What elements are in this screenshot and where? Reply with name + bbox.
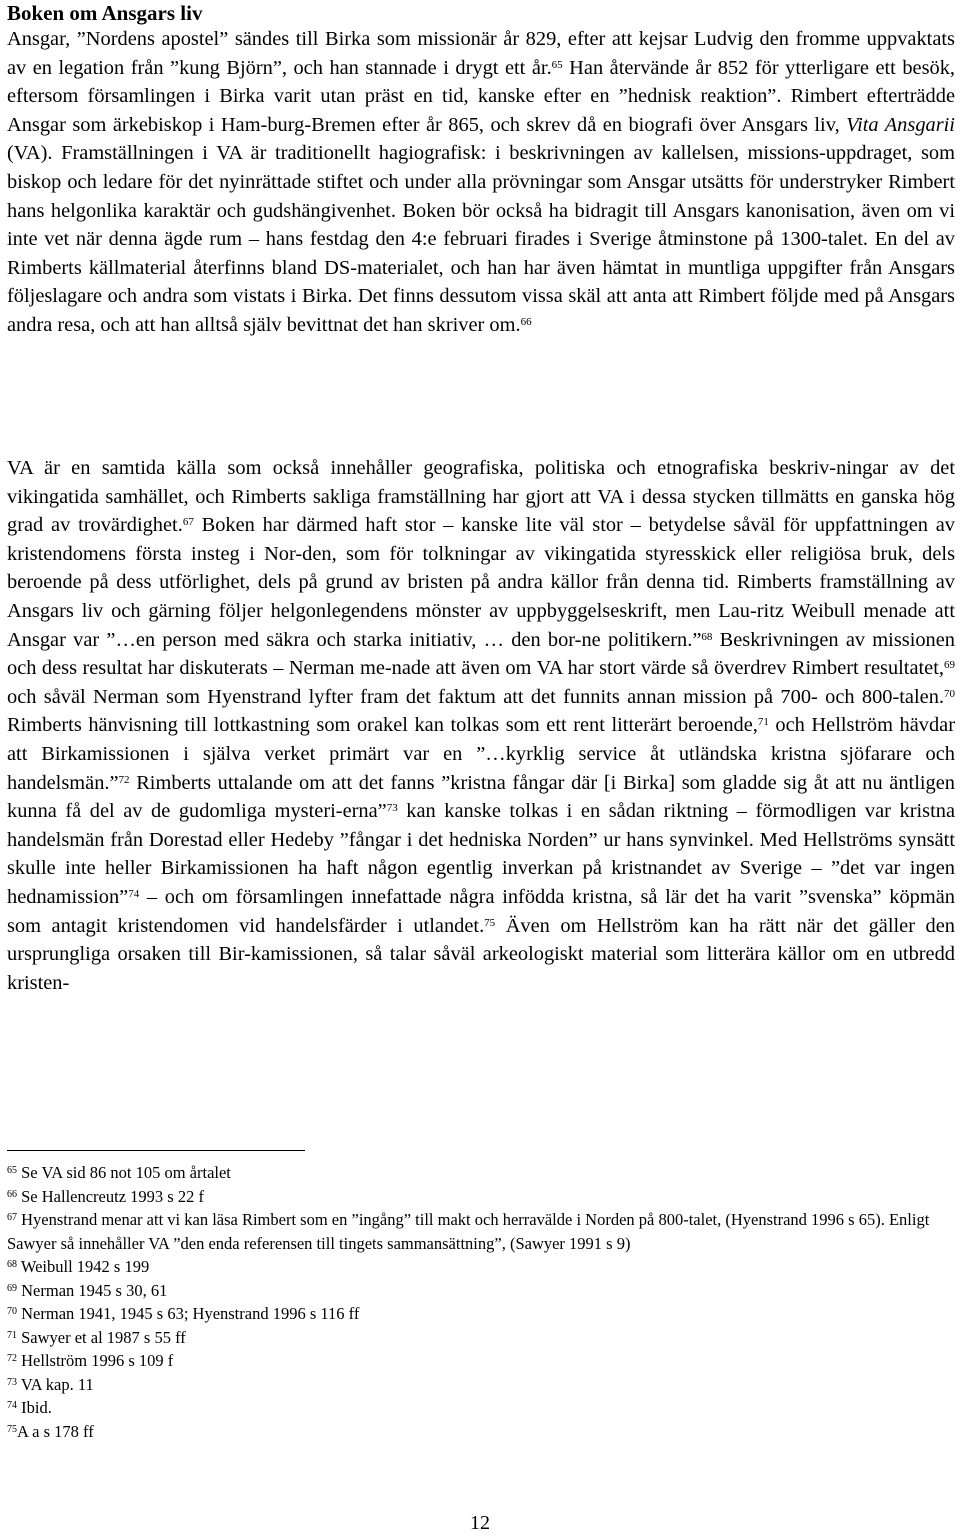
footnotes	[7, 1161, 955, 1443]
footnote	[7, 1420, 955, 1444]
footnote-number: 67	[7, 1212, 17, 1223]
footnote	[7, 1185, 955, 1209]
footnote-text: Se Hallencreutz 1993 s 22 f	[17, 1186, 204, 1206]
text-run: Han återvände år 852 för ytterligare ett besök, eftersom församlingen i Birka varit utan präst en tid, kanske efter en ”hednisk reaktion”. Rimbert efterträdde Ansgar som ärkebiskop i Ham-burg-Bremen efter år 865, och skrev då en biografi över Ansgars liv,	[7, 56, 956, 136]
footnote-text: Nerman 1945 s 30, 61	[17, 1280, 168, 1300]
page-number: 12	[470, 1512, 490, 1534]
footnote	[7, 1373, 955, 1397]
footnote-text: Sawyer et al 1987 s 55 ff	[17, 1327, 186, 1347]
text-run: Rimberts uttalande om att det fanns ”kristna fångar där [i Birka] som gladde sig åt att nu äntligen kunna få del av de gudomliga mysteri-erna”	[7, 771, 955, 823]
footnote-text: Se VA sid 86 not 105 om årtalet	[17, 1163, 231, 1182]
footnote-ref: 71	[757, 716, 769, 729]
footnote-text: VA kap. 11	[17, 1374, 94, 1394]
footnote	[7, 1255, 955, 1279]
footnote-number: 75	[7, 1423, 17, 1435]
footnote-number: 74	[7, 1400, 17, 1411]
footnote-ref: 65	[551, 58, 563, 71]
footnote-ref: 70	[944, 687, 955, 700]
footnote-number: 71	[7, 1329, 17, 1341]
footnote-ref: 75	[484, 916, 496, 929]
italic-title: Vita Ansgarii	[846, 113, 955, 136]
text-run: VA är en samtida källa som också innehåller geografiska, politiska och etnografiska beskriv-ningar av det vikingatida samhället, och Rimberts sakliga framställning har gjort att VA i dessa stycken tillmätts en ganska hög grad av trovärdighet.	[7, 457, 955, 537]
text-run: (VA). Framställningen i VA är traditionellt hagiografisk: i beskrivningen av kallelsen, missions-uppdraget, som biskop och ledare för det nyinrättade stiftet och under alla prövningar som Ansgar utsätts för understryker Rimbert hans helgonlika karaktär och gudshängivenhet. Boken bör också ha bidragit till Ansgars kanonisation, även om vi inte vet när denna ägde rum – hans festdag den 4:e februari firades i Sverige åtminstone på 1300-talet. En del av Rimberts källmaterial återfinns bland DS-materialet, och han har även hämtat in muntliga uppgifter från Ansgars följeslagare och andra som vistats i Birka. Det finns dessutom vissa skäl att anta att Rimbert följde med på Ansgars andra resa, och att han alltså själv bevittnat det han skriver om.	[7, 142, 955, 336]
body-paragraph-2	[7, 454, 955, 997]
footnote-number: 65	[7, 1165, 17, 1176]
footnote-ref: 73	[386, 802, 398, 815]
text-run: Beskrivningen av missionen och dess resultat har diskuterats – Nerman me-nade att även om VA har stort värde så överdrev Rimbert resultatet,	[7, 628, 955, 680]
footnote	[7, 1326, 955, 1350]
footnote-ref: 69	[944, 659, 955, 672]
text-run: Även om Hellström kan ha rätt när det gäller den ursprungliga orsaken till Bir-kamissionen, så talar såväl arkeologiskt material som litterära källor om en utbredd kristen-	[7, 914, 955, 994]
footnote-number: 70	[7, 1306, 17, 1317]
footnote	[7, 1208, 955, 1255]
text-run: och såväl Nerman som Hyenstrand lyfter fram det faktum att det funnits annan mission på 700- och 800-talen.	[7, 685, 944, 708]
footnote	[7, 1161, 955, 1185]
footnote	[7, 1302, 955, 1326]
footnote-ref: 66	[520, 315, 532, 328]
footnote-text: Nerman 1941, 1945 s 63; Hyenstrand 1996 s 116 ff	[17, 1304, 360, 1323]
footnote-separator	[7, 1150, 305, 1151]
footnote-text: Weibull 1942 s 199	[17, 1257, 150, 1276]
footnote-text: Ibid.	[17, 1398, 52, 1417]
footnote	[7, 1349, 955, 1373]
footnote-number: 68	[7, 1259, 17, 1270]
footnote-text: A a s 178 ff	[17, 1421, 94, 1441]
section-heading: Boken om Ansgars liv	[7, 1, 203, 25]
text-run: Rimberts hänvisning till lottkastning som orakel kan tolkas som ett rent litterärt beroende,	[7, 714, 758, 737]
footnote-ref: 74	[128, 887, 140, 900]
footnote-ref: 67	[182, 516, 194, 529]
footnote	[7, 1396, 955, 1420]
footnote-number: 72	[7, 1353, 17, 1364]
text-run: och Hellström hävdar att Birkamissionen i själva verket primärt var en ”…kyrklig service åt utländska kristna sjöfarare och handelsmän.”	[7, 714, 955, 794]
text-run: Ansgar, ”Nordens apostel” sändes till Birka som missionär år 829, efter att kejsar Ludvig den fromme uppvaktats av en legation från ”kung Björn”, och han stannade i drygt ett år.	[7, 28, 955, 79]
footnote-ref: 72	[118, 773, 130, 786]
text-run: Boken har därmed haft stor – kanske lite väl stor – betydelse såväl för uppfattningen av kristendomens första insteg i Nor-den, som för tolkningar av vikingatida styresskick eller religiösa bruk, dels beroende på dess utförlighet, dels på grund av bristen på andra källor från denna tid. Rimberts framställning av Ansgars liv och gärning följer helgonlegendens mönster av uppbyggelseskrift, men Lau-ritz Weibull menade att Ansgar var ”…en person med säkra och starka initiativ, … den bor-ne politikern.”	[7, 514, 955, 651]
body-paragraph-1	[7, 25, 955, 340]
text-run: – och om församlingen innefattade några infödda kristna, så lär det ha varit ”svenska” köpmän som antagit kristendomen vid handelsfärder i utlandet.	[7, 885, 955, 937]
footnote-text: Hyenstrand menar att vi kan läsa Rimbert som en ”ingång” till makt och herravälde i Norden på 800-talet, (Hyenstrand 1996 s 65). Enligt Sawyer så innehåller VA ”den enda referensen till tingets sammansättning”, (Sawyer 1991 s 9)	[7, 1210, 930, 1253]
footnote-ref: 68	[701, 630, 713, 643]
footnote-text: Hellström 1996 s 109 f	[17, 1351, 174, 1370]
footnote-number: 69	[7, 1282, 17, 1294]
footnote-number: 66	[7, 1188, 17, 1200]
text-run: kan kanske tolkas i en sådan riktning – förmodligen var kristna handelsmän från Dorestad eller Hedeby ”fångar i det hedniska Norden” ur hans synvinkel. Med Hellströms synsätt skulle inte heller Birkamissionen ha haft någon egentlig inverkan på kristnandet av Sverige – ”det var ingen hednamission”	[7, 800, 955, 908]
footnote-number: 73	[7, 1376, 17, 1388]
footnote	[7, 1279, 955, 1303]
